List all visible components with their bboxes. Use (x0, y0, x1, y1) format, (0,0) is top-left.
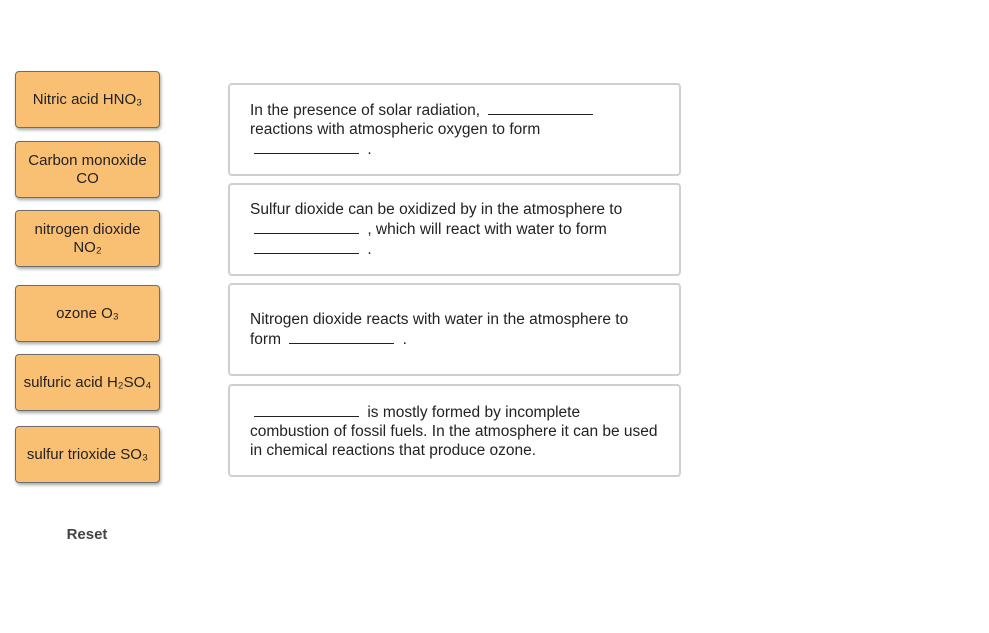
answer-tile-nitric-acid[interactable] (15, 71, 160, 128)
drop-blank[interactable] (254, 219, 359, 234)
sentence-box-3 (228, 283, 681, 376)
sentence-text: , which will react with water to form (367, 221, 607, 238)
sentence-box-1 (228, 83, 681, 176)
drop-blank[interactable] (254, 139, 359, 154)
sentence-text: In the presence of solar radiation, (250, 102, 481, 119)
answer-tile-ozone[interactable] (15, 285, 160, 342)
sentence-text: . (402, 331, 407, 348)
answer-tile-sulfur-trioxide[interactable] (15, 426, 160, 483)
tile-label: ozone O₃ (56, 304, 119, 322)
drop-blank[interactable] (254, 402, 359, 417)
tile-label: sulfuric acid H₂SO₄ (23, 373, 152, 391)
drop-blank[interactable] (289, 329, 394, 344)
sentence-text: Nitrogen dioxide reacts with water in the atmosphere to form (250, 311, 629, 348)
drop-blank[interactable] (488, 100, 593, 115)
tile-label: nitrogen dioxide NO₂ (34, 220, 141, 256)
sentence-text: is mostly formed by incomplete combustion of fossil fuels. In the atmosphere it can be used in chemical reactions that produce ozone. (250, 403, 658, 459)
sentence-box-2 (228, 183, 681, 276)
sentence-text: reactions with atmospheric oxygen to form (250, 121, 541, 138)
answer-tile-sulfuric-acid[interactable] (15, 354, 160, 411)
tile-label: sulfur trioxide SO₃ (26, 445, 149, 463)
reset-button[interactable]: Reset (66, 526, 108, 543)
sentence-box-4 (228, 384, 681, 477)
sentence-text: Sulfur dioxide can be oxidized by in the atmosphere to (250, 201, 623, 218)
tile-label: Nitric acid HNO₃ (32, 90, 143, 108)
tile-label: Carbon monoxide CO (28, 151, 147, 187)
answer-tile-carbon-monoxide[interactable] (15, 141, 160, 198)
answer-tile-nitrogen-dioxide[interactable] (15, 210, 160, 267)
drop-blank[interactable] (254, 239, 359, 254)
sentence-text: . (367, 141, 372, 158)
sentence-text: . (367, 241, 372, 258)
